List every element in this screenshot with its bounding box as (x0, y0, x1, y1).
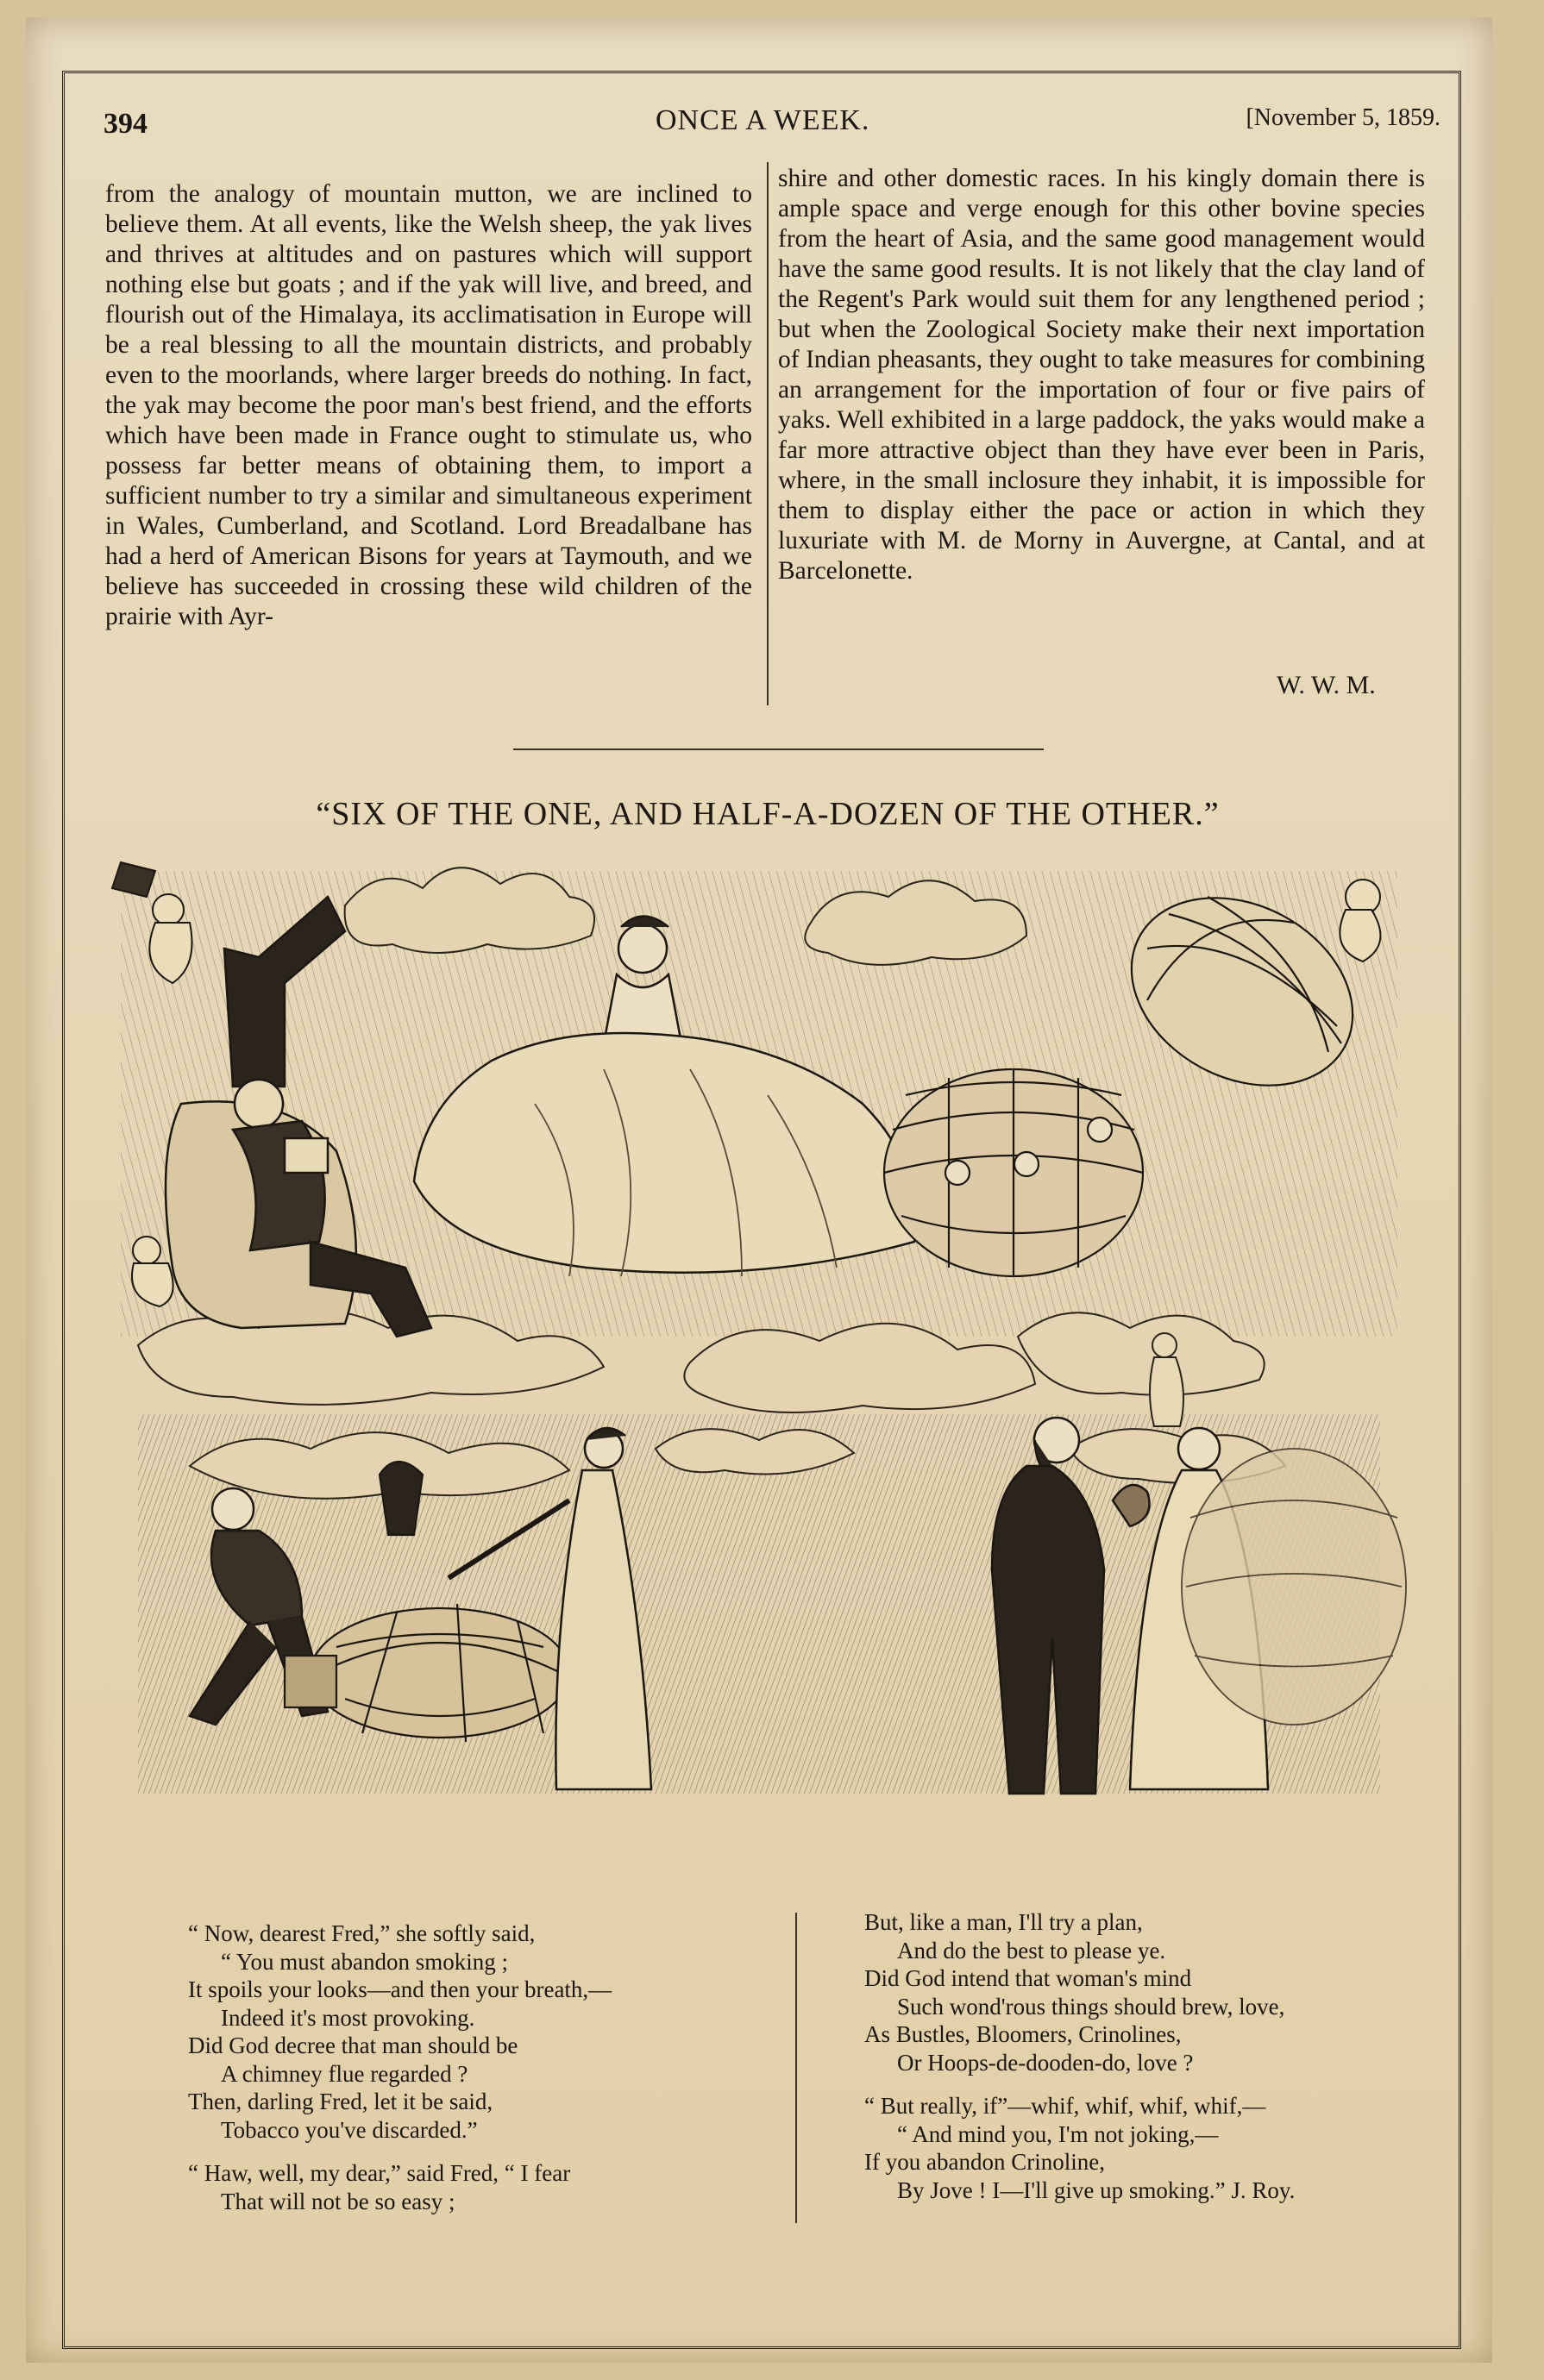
poem-line: If you abandon Crinoline, (864, 2149, 1105, 2175)
poem-line: Tobacco you've discarded.” (221, 2116, 478, 2143)
poem-line: As Bustles, Bloomers, Crinolines, (864, 2021, 1182, 2047)
poem-line: Such wond'rous things should brew, love, (897, 1993, 1285, 2020)
stanza-gap (188, 2144, 792, 2159)
poem-line: Indeed it's most provoking. (221, 2004, 475, 2031)
running-header (104, 99, 1440, 142)
crinoline-cage-children (884, 1069, 1143, 1276)
poem-line: A chimney flue regarded ? (221, 2060, 468, 2087)
issue-date: [November 5, 1859. (1246, 104, 1440, 131)
poem-line: It spoils your looks—and then your breath,— (188, 1976, 612, 2002)
stanza-gap (864, 2076, 1468, 2092)
poem-column-right (864, 1908, 1468, 2204)
poem-title: “SIX OF THE ONE, AND HALF-A-DOZEN OF THE OTHER.” (316, 796, 1220, 832)
poem-line: “ Haw, well, my dear,” said Fred, “ I fear (188, 2160, 571, 2186)
engraving-illustration (86, 845, 1449, 1837)
poem-column-divider (795, 1913, 797, 2223)
poem-line: And do the best to please ye. (897, 1937, 1166, 1964)
poem-line: But, like a man, I'll try a plan, (864, 1909, 1143, 1935)
poem-line: “ Now, dearest Fred,” she softly said, (188, 1920, 536, 1946)
article-text-right: shire and other domestic races. In his kingly domain there is ample space and verge enough for this other bovine species from the heart of Asia, and the same good management would have the same good results. It is not likely that the clay land of the Regent's Park would suit them for any lengthened period ; but when the Zoological Society make their next importation of Indian pheasants, they ought to take measures for combining an arrangement for the importation of four or five pairs of yaks. Well exhibited in a large paddock, the yaks would make a far more attractive object than they have ever been in Paris, where, in the small inclosure they inhabit, it is impossible for them to display either the pace or action in which they luxuriate with M. de Morny in Auvergne, at Cantal, and at Barcelonette. (778, 165, 1425, 585)
poem-column-left (188, 1920, 792, 2215)
article-text-left: from the analogy of mountain mutton, we are inclined to believe them. At all events, like the Welsh sheep, the yak lives and thrives at altitudes and on pastures which will support nothing else but goats ; and if the yak will live, and breed, and flourish out of the Himalaya, its acclimatisation in Europe will be a real blessing to all the mountain districts, and probably even to the moorlands, where larger breeds do nothing. In fact, the yak may become the poor man's best friend, and the efforts which have been made in France ought to stimulate us, who possess far better means of obtaining them, to import a sufficient number to try a similar and simultaneous experiment in Wales, Cumberland, and Scotland. Lord Breadalbane has had a herd of American Bisons for years at Taymouth, and we believe has succeeded in crossing these wild children of the prairie with Ayr- (105, 180, 752, 630)
article-column-left (105, 179, 752, 632)
column-divider (767, 162, 769, 705)
magazine-title: ONCE A WEEK. (656, 104, 870, 136)
poem-line: That will not be so easy ; (221, 2188, 455, 2214)
poem-line: “ You must abandon smoking ; (221, 1948, 509, 1975)
poem-line: Did God decree that man should be (188, 2032, 518, 2058)
page-number: 394 (104, 108, 147, 140)
poem-line: “ But really, if”—whif, whif, whif, whif,— (864, 2093, 1266, 2119)
poem-line: Or Hoops-de-dooden-do, love ? (897, 2049, 1194, 2076)
background-crinoline (1182, 1449, 1406, 1725)
cherub-right (1340, 880, 1380, 961)
poem-line: Did God intend that woman's mind (864, 1965, 1192, 1991)
poem-line: “ And mind you, I'm not joking,— (897, 2120, 1219, 2147)
section-rule (513, 748, 1044, 750)
poem-line: Then, darling Fred, let it be said, (188, 2089, 493, 2114)
article-column-right (778, 164, 1425, 586)
poem-line: By Jove ! I—I'll give up smoking.” J. Roy. (897, 2176, 1296, 2203)
author-signature: W. W. M. (1277, 671, 1376, 699)
